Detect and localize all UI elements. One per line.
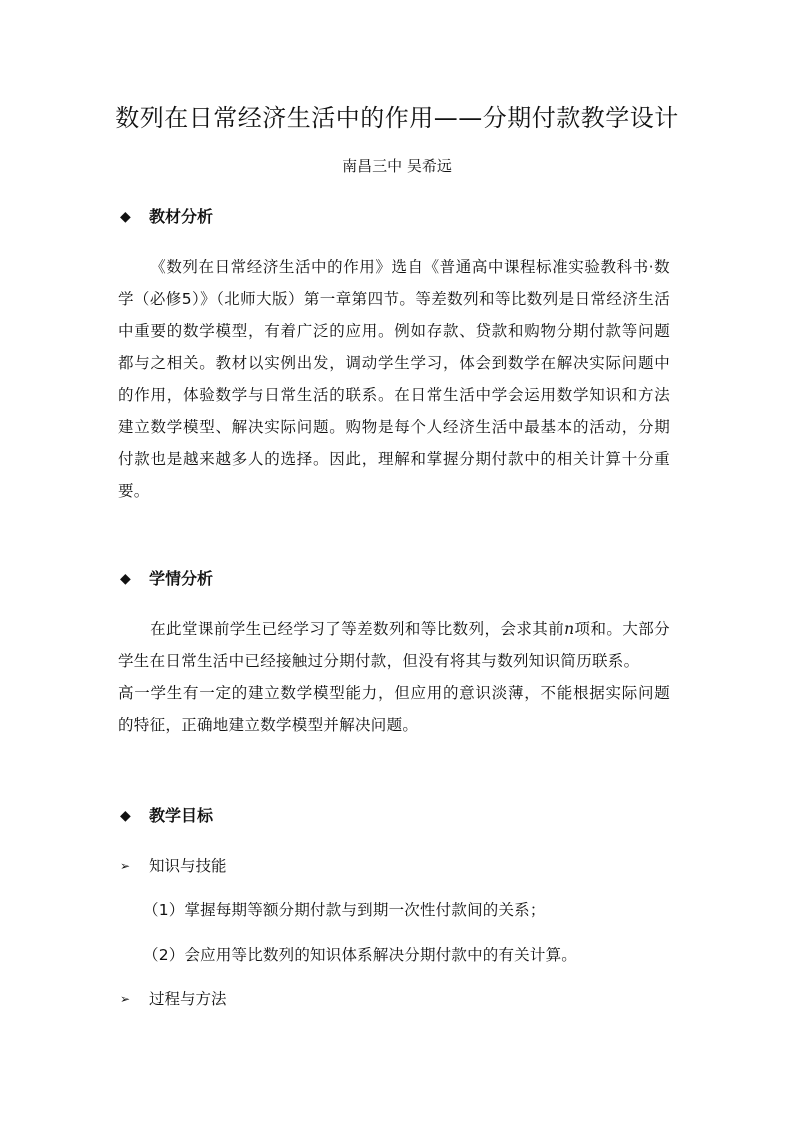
subsection-knowledge-skills [120, 854, 227, 878]
subsection-label: 过程与方法 [149, 990, 227, 1008]
section-heading-teaching-goals [120, 804, 213, 828]
paragraph-text: 《数列在日常经济生活中的作用》选自《普通高中课程标准实验教科书·数学（必修5）》（北师大版）第一章第四节。等差数列和等比数列是日常经济生活中重要的数学模型，有着广泛的应用。例如存款、贷款和购物分期付款等问题都与之相关。教材以实例出发，调动学生学习，体会到数学在解决实际问题中的作用，体验数学与日常生活的联系。在日常生活中学会运用数学知识和方法建立数学模型、解决实际问题。购物是每个人经济生活中最基本的活动，分期付款也是越来越多人的选择。因此，理解和掌握分期付款中的相关计算十分重要。 [118, 258, 670, 500]
diamond-bullet-icon: ◆ [120, 571, 131, 587]
document-title: 数列在日常经济生活中的作用——分期付款教学设计 [115, 104, 679, 132]
section-heading-label: 学情分析 [149, 569, 214, 588]
goal-item: （2）会应用等比数列的知识体系解决分期付款中的有关计算。 [143, 946, 577, 964]
math-variable-n: n [564, 620, 575, 638]
section-heading-label: 教材分析 [149, 207, 214, 226]
paragraph-text: 项和。大部分学生在日常生活中已经接触过分期付款，但没有将其与数列知识简历联系。 [118, 620, 670, 670]
section-paragraph-textbook-analysis [118, 251, 670, 507]
paragraph-text: 在此堂课前学生已经学习了等差数列和等比数列，会求其前 [150, 620, 565, 638]
diamond-bullet-icon: ◆ [120, 209, 131, 225]
subsection-label: 知识与技能 [149, 857, 227, 875]
arrow-bullet-icon: ➢ [120, 859, 131, 873]
arrow-bullet-icon: ➢ [120, 992, 131, 1006]
section-heading-label: 教学目标 [149, 806, 214, 825]
document-author: 南昌三中 吴希远 [342, 157, 452, 175]
section-paragraph-student-analysis [118, 613, 670, 741]
paragraph-text: 高一学生有一定的建立数学模型能力，但应用的意识淡薄，不能根据实际问题的特征，正确地建立数学模型并解决问题。 [118, 684, 670, 734]
diamond-bullet-icon: ◆ [120, 808, 131, 824]
goal-item: （1）掌握每期等额分期付款与到期一次性付款间的关系； [143, 901, 546, 919]
section-heading-student-analysis [120, 567, 213, 591]
section-heading-textbook-analysis [120, 205, 213, 229]
subsection-process-methods [120, 987, 227, 1011]
